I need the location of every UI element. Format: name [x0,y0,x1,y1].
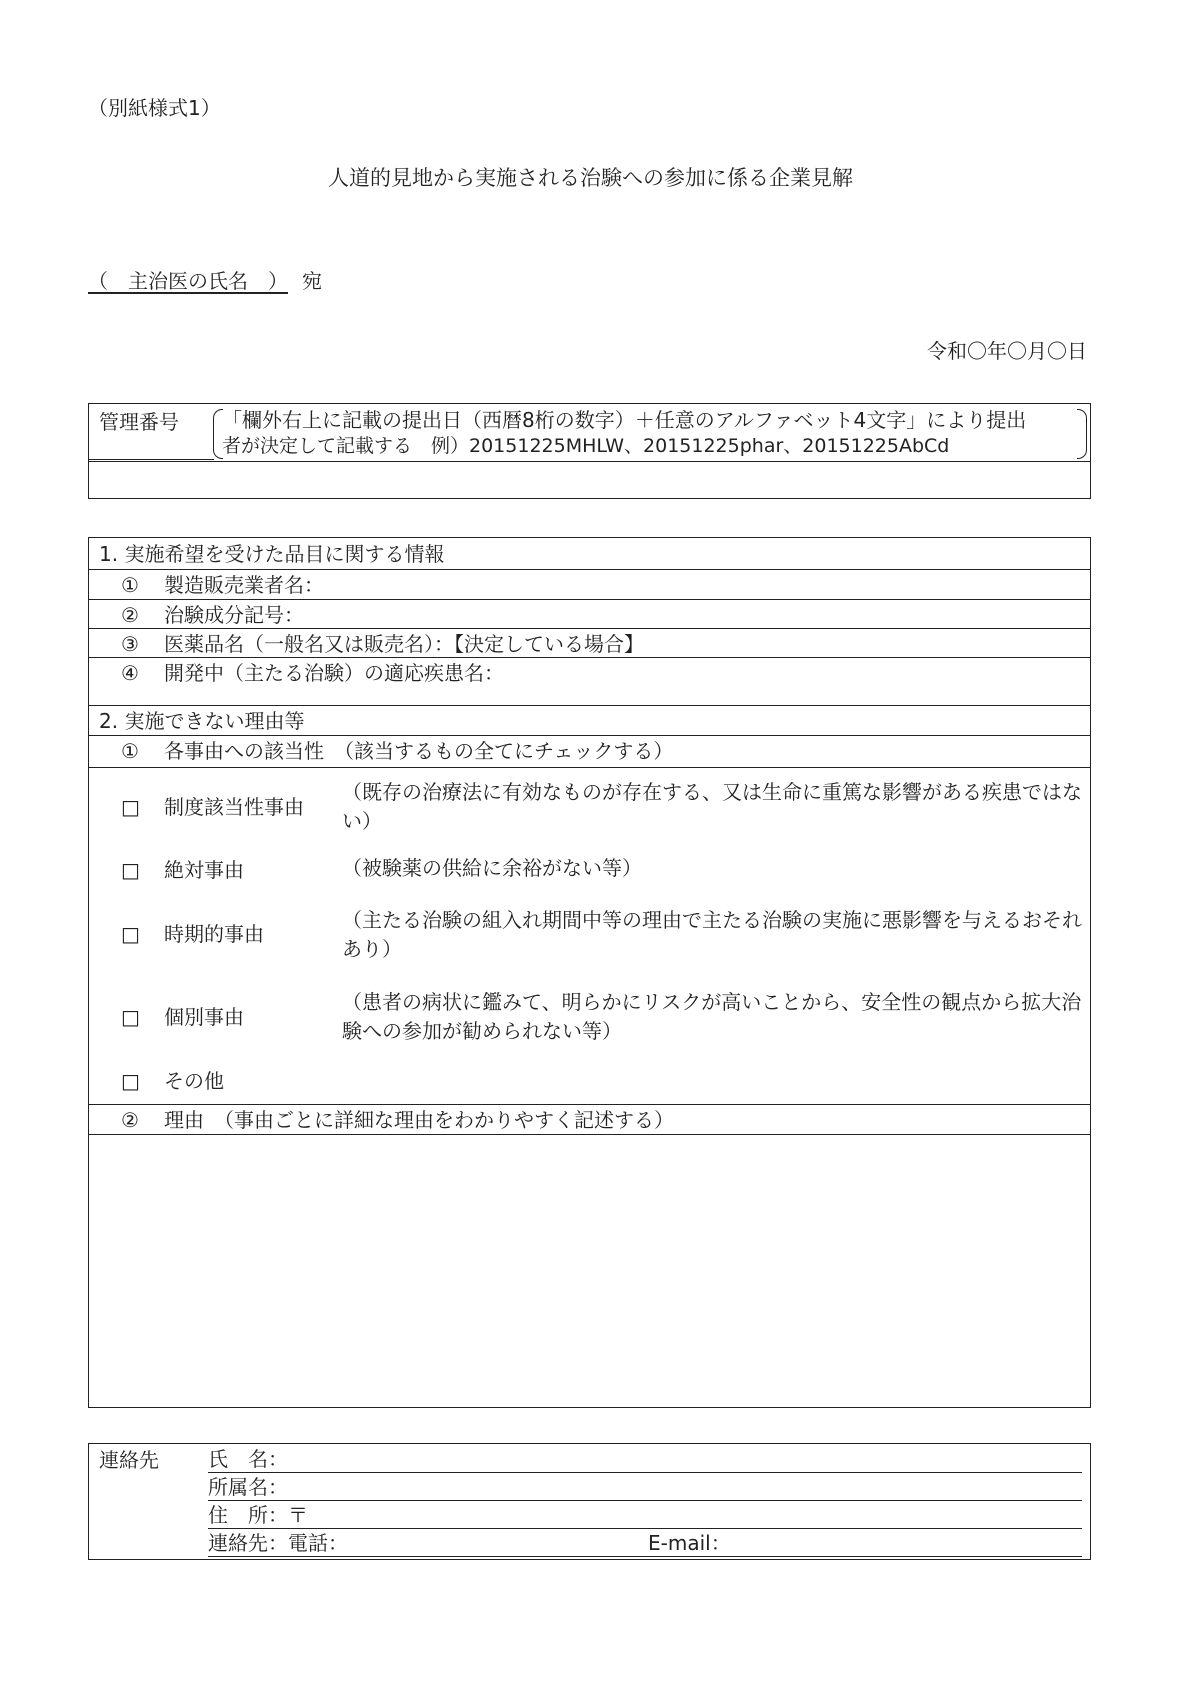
divider [89,767,1090,768]
contact-box [88,1443,1091,1560]
section1-heading: 1. 実施希望を受けた品目に関する情報 [99,542,445,566]
right-bracket [1077,409,1087,459]
divider [89,705,1090,706]
section2-heading: 2. 実施できない理由等 [99,709,305,733]
reason-absolute-name: 絶対事由 [164,858,244,882]
reason-timing-desc: （主たる治験の組入れ期間中等の理由で主たる治験の実施に悪影響を与えるおそれあり） [342,908,1082,961]
contact-phone-label: 連絡先：電話： [208,1531,348,1555]
item-number: ① [121,739,139,763]
contact-name-field[interactable] [208,1444,1082,1473]
contact-address-field[interactable] [208,1500,1082,1529]
contact-affiliation-label: 所属名： [208,1475,288,1499]
reason-other-name: その他 [164,1069,224,1093]
contact-email-label: E-mail： [648,1531,731,1555]
checkbox-institutional[interactable]: □ [121,795,140,819]
reason-individual-name: 個別事由 [164,1005,244,1029]
contact-name-label: 氏 名： [208,1447,288,1471]
reason-individual-desc: （患者の病状に鑑みて、明らかにリスクが高いことから、安全性の観点から拡大治験への参加が勧められない等） [342,990,1082,1043]
compound-code-field: 治験成分記号： [164,603,304,627]
reason-institutional-desc: （既存の治療法に有効なものが存在する、又は生命に重篤な影響がある疾患ではない） [342,780,1082,833]
document-title: 人道的見地から実施される治験への参加に係る企業見解 [328,166,853,190]
divider [89,628,1090,629]
addressee-name: （ 主治医の氏名 ） [88,269,288,293]
divider [89,1104,1090,1105]
item-number: ④ [121,661,139,685]
addressee [88,268,322,294]
control-number-label: 管理番号 [99,410,179,434]
reason-timing-name: 時期的事由 [164,922,264,946]
reason-detail-area[interactable] [89,1135,1090,1407]
indication-field: 開発中（主たる治験）の適応疾患名： [164,661,504,685]
contact-phone-field[interactable] [208,1528,1082,1557]
checkbox-other[interactable]: □ [121,1069,140,1093]
control-number-divider [89,461,1090,462]
divider [89,569,1090,570]
form-id: （別紙様式1） [88,96,221,120]
contact-label: 連絡先 [99,1448,159,1472]
checkbox-timing[interactable]: □ [121,922,140,946]
control-number-box [88,403,1091,499]
divider [89,599,1090,600]
checkbox-individual[interactable]: □ [121,1005,140,1029]
reason-institutional-name: 制度該当性事由 [164,795,304,819]
drug-name-field: 医薬品名（一般名又は販売名）：【決定している場合】 [164,632,644,656]
contact-address-label: 住 所：〒 [208,1503,308,1527]
reason-detail-label: 理由 （事由ごとに詳細な理由をわかりやすく記述する） [164,1108,674,1132]
document-date: 令和〇年〇月〇日 [927,339,1087,363]
control-number-note-line2: 者が決定して記載する 例）20151225MHLW、20151225phar、20151225AbCd [222,435,950,457]
reason-absolute-desc: （被験薬の供給に余裕がない等） [342,856,642,880]
item-number: ③ [121,632,139,656]
control-number-label-underline [89,459,214,460]
item-number: ① [121,573,139,597]
item-number: ② [121,1108,139,1132]
control-number-note-line1: 「欄外右上に記載の提出日（西暦8桁の数字）＋任意のアルファベット4文字」により提出 [222,408,1027,432]
contact-affiliation-field[interactable] [208,1472,1082,1501]
info-table [88,537,1091,1408]
divider [89,657,1090,658]
reason-applicability-label: 各事由への該当性 （該当するもの全てにチェックする） [164,739,674,763]
manufacturer-field: 製造販売業者名： [164,573,324,597]
checkbox-absolute[interactable]: □ [121,858,140,882]
divider [89,735,1090,736]
addressee-suffix: 宛 [302,269,322,293]
item-number: ② [121,603,139,627]
